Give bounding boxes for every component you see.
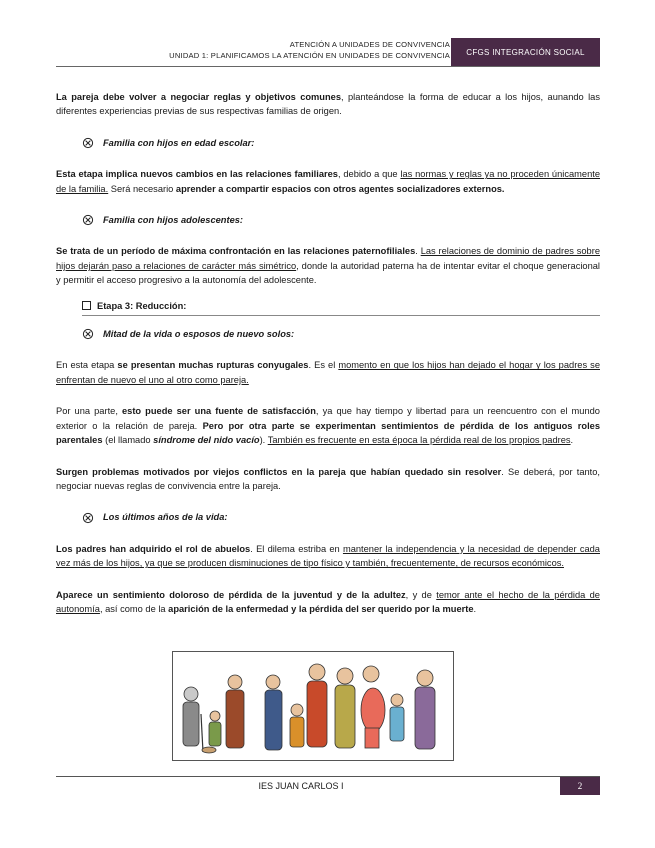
header-divider	[56, 66, 600, 67]
text: , debido a que	[337, 169, 401, 180]
paragraph	[56, 588, 600, 617]
subheading	[82, 510, 600, 524]
bold-text: Esta etapa implica nuevos cambios en las relaciones familiares	[56, 169, 338, 180]
text: En esta etapa	[56, 360, 118, 371]
subheading	[82, 213, 600, 227]
bold-text: Pero por otra parte se experimentan sentimientos de pérdida de los antiguos roles parentales	[56, 420, 600, 446]
text: , ya que hay tiempo y libertad para un reencuentro con el mundo exterior o la relación de pareja.	[56, 406, 600, 431]
section-heading-label: Etapa 3: Reducción:	[97, 300, 187, 311]
text: (el llamado	[102, 435, 154, 446]
header-module-title: ATENCIÓN A UNIDADES DE CONVIVENCIA	[289, 40, 450, 49]
underlined-text: temor ante el hecho de la pérdida de autonomía	[56, 589, 600, 614]
underlined-text: las normas y reglas ya no proceden únicamente de la familia.	[56, 169, 600, 194]
subheading	[82, 327, 600, 341]
header-course-badge: CFGS INTEGRACIÓN SOCIAL	[451, 38, 600, 66]
text: , y de	[405, 589, 437, 600]
circled-x-icon	[82, 214, 94, 226]
footer-school: IES JUAN CARLOS I	[258, 781, 344, 791]
section-heading	[82, 299, 600, 316]
underlined-text: mantener la independencia y la necesidad de depender cada vez más de los hijos, ya que se producen disminuciones de tipo físico y también, frecuentemente, de recursos económicos.	[56, 543, 600, 569]
underlined-text: momento en que los hijos han dejado el hogar y los padres se enfrentan de nuevo el uno al otro como pareja.	[56, 360, 600, 385]
bold-text: Los padres han adquirido el rol de abuelos	[56, 543, 251, 554]
page-header	[56, 37, 600, 67]
paragraph	[56, 244, 600, 287]
subheading-label: Familia con hijos adolescentes:	[103, 215, 244, 226]
footer-divider	[56, 776, 600, 777]
text: . Se deberá, por tanto, negociar nuevas reglas de convivencia entre la pareja.	[56, 466, 600, 491]
paragraph	[56, 465, 600, 494]
subheading-label: Mitad de la vida o esposos de nuevo solos:	[103, 329, 295, 340]
bold-text: aprender a compartir espacios con otros agentes socializadores externos.	[175, 183, 505, 194]
subheading-label: Familia con hijos en edad escolar:	[103, 137, 255, 148]
family-illustration	[172, 651, 454, 761]
text: ).	[259, 435, 268, 446]
text: . Es el	[308, 360, 339, 371]
checkbox-icon	[82, 301, 91, 310]
paragraph	[56, 358, 600, 387]
bold-text: esto puede ser una fuente de satisfacción	[121, 406, 316, 417]
underlined-text: Las relaciones de dominio de padres sobre hijos dejarán paso a relaciones de carácter más simétrico	[56, 246, 600, 271]
circled-x-icon	[82, 328, 94, 340]
text: , donde la autoridad paterna ha de intentar evitar el choque generacional y permitir el acceso progresivo a la autonomía del adolescente.	[56, 260, 600, 286]
bold-text: se presentan muchas rupturas conyugales	[117, 360, 309, 371]
header-unit-title: UNIDAD 1: PLANIFICAMOS LA ATENCIÓN EN UNIDADES DE CONVIVENCIA	[169, 50, 450, 60]
page-number: 2	[560, 777, 600, 795]
circled-x-icon	[82, 137, 94, 149]
text: Por una parte,	[56, 406, 122, 417]
page-body	[56, 90, 600, 616]
paragraph	[56, 404, 600, 447]
bold-text: Aparece un sentimiento doloroso de pérdida de la juventud y de la adultez	[56, 589, 406, 600]
header-titles	[169, 40, 450, 61]
bold-text: La pareja debe volver a negociar reglas y objetivos comunes	[56, 92, 342, 102]
text: . El dilema estriba en	[250, 543, 343, 554]
text: , así como de la	[99, 603, 169, 614]
paragraph	[56, 167, 600, 196]
bold-text: aparición de la enfermedad y la pérdida del ser querido por la muerte	[168, 603, 474, 614]
text: .	[570, 435, 574, 446]
underlined-text: También es frecuente en esta época la pérdida real de los propios padres	[267, 435, 571, 446]
bold-text: Se trata de un período de máxima confrontación en las relaciones paternofiliales	[56, 246, 416, 257]
family-drawing	[173, 652, 453, 760]
text: .	[473, 603, 477, 614]
subheading	[82, 136, 600, 150]
paragraph	[56, 542, 600, 571]
text: Será necesario	[108, 183, 176, 194]
circled-x-icon	[82, 512, 94, 524]
text: .	[415, 246, 421, 257]
text: , planteándose la forma de educar a los hijos, aunando las diferentes experiencias previas de sus respectivas familias de origen.	[56, 92, 600, 117]
bold-text: Surgen problemas motivados por viejos conflictos en la pareja que habían quedado sin resolver	[56, 466, 502, 477]
subheading-label: Los últimos años de la vida:	[103, 512, 228, 523]
bold-italic-text: síndrome del nido vacío	[153, 435, 260, 446]
paragraph	[56, 90, 600, 119]
